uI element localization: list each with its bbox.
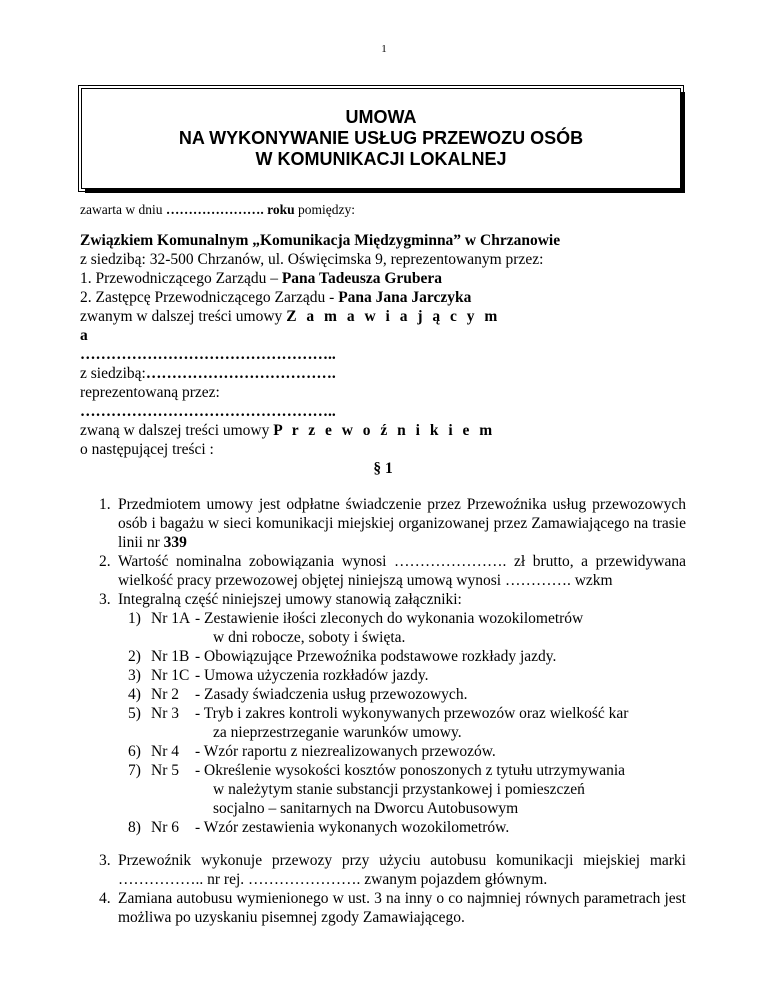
party1-called: zwanym w dalszej treści umowy Z a m a w i a j ą c y m [80,308,501,325]
intro-date-blank: …………………. roku [165,202,295,217]
attachment-continuation: w dni robocze, soboty i święta. [213,629,406,646]
party2-name-blank: ………………………………………….. [80,346,336,363]
list-item: 3. Integralną część niniejszej umowy stanowią załączniki: [99,591,462,608]
title-line-3: W KOMUNIKACJI LOKALNEJ [255,149,507,169]
party2-represented: reprezentowaną przez: [80,384,220,401]
attachment-item: 1) Nr 1A - Zestawienie iłości zleconych do wykonania wozokilometrów [128,610,584,627]
party1-block [80,231,686,478]
party1-rep2: 2. Zastępcę Przewodniczącego Zarządu - Pana Jana Jarczyka [80,289,472,306]
attachment-item: 6) Nr 4 - Wzór raportu z niezrealizowanych przewozów. [128,743,496,760]
attachment-item: 5) Nr 3 - Tryb i zakres kontroli wykonywanych przewozów oraz wielkość kar [128,705,629,722]
page-number: 1 [381,43,387,55]
section-heading: § 1 [373,460,393,477]
title-line-2: NA WYKONYWANIE USŁUG PRZEWOZU OSÓB [178,128,584,148]
attachment-continuation: w należytym stanie substancji przystankowej i pomieszczeń [213,781,585,798]
attachment-item: 4) Nr 2 - Zasady świadczenia usług przewozowych. [128,686,468,703]
attachment-continuation: socjalno – sanitarnych na Dworcu Autobusowym [213,800,519,817]
title-box [81,88,681,189]
intro-line [80,200,686,219]
list-item: 4. Zamiana autobusu wymienionego w ust. 3 na inny o co najmniej równych parametrach jest możliwa po uzyskaniu pisemnej zgody Zamawiającego. [99,890,686,926]
intro-suffix: pomiędzy: [294,202,355,217]
list-item: 1. Przedmiotem umowy jest odpłatne świadczenie przez Przewoźnika usług przewozowych osób i bagażu w sieci komunikacji miejskiej organizowanej przez Zamawiającego na trasie linii nr 339 [99,496,686,551]
party2-called: zwaną w dalszej treści umowy P r z e w o ź n i k i e m [80,422,496,439]
attachment-item: 3) Nr 1C - Umowa użyczenia rozkładów jazdy. [128,667,429,684]
following-text: o następującej treści : [80,441,214,458]
intro-prefix: zawarta w dniu [80,202,166,217]
list-item: 3. Przewoźnik wykonuje przewozy przy użyciu autobusu komunikacji miejskiej marki …………….. nr rej. …………………. zwanym pojazdem głównym. [99,852,686,888]
party2-seat: z siedzibą:………………………………. [80,365,336,382]
attachments-list [80,609,686,837]
attachment-item: 8) Nr 6 - Wzór zestawienia wykonanych wozokilometrów. [128,819,510,836]
document-body [80,200,686,927]
party1-address: z siedzibą: 32-500 Chrzanów, ul. Oświęcimska 9, reprezentowanym przez: [80,251,544,268]
items-list [80,495,686,927]
attachment-item: 2) Nr 1B - Obowiązujące Przewoźnika podstawowe rozkłady jazdy. [128,648,557,665]
party2-rep-blank: ………………………………………….. [80,403,336,420]
attachment-continuation: za nieprzestrzeganie warunków umowy. [213,724,462,741]
and-word: a [80,327,88,344]
party1-name: Związkiem Komunalnym „Komunikacja Międzygminna” w Chrzanowie [80,232,561,249]
title-line-1: UMOWA [345,107,417,127]
attachment-item: 7) Nr 5 - Określenie wysokości kosztów ponoszonych z tytułu utrzymywania [128,762,626,779]
list-item: 2. Wartość nominalna zobowiązania wynosi …………………. zł brutto, a przewidywana wielkość pracy przewozowej objętej niniejszą umową wynosi …………. wzkm [99,553,686,589]
party1-rep1: 1. Przewodniczącego Zarządu – Pana Tadeusza Grubera [80,270,443,287]
